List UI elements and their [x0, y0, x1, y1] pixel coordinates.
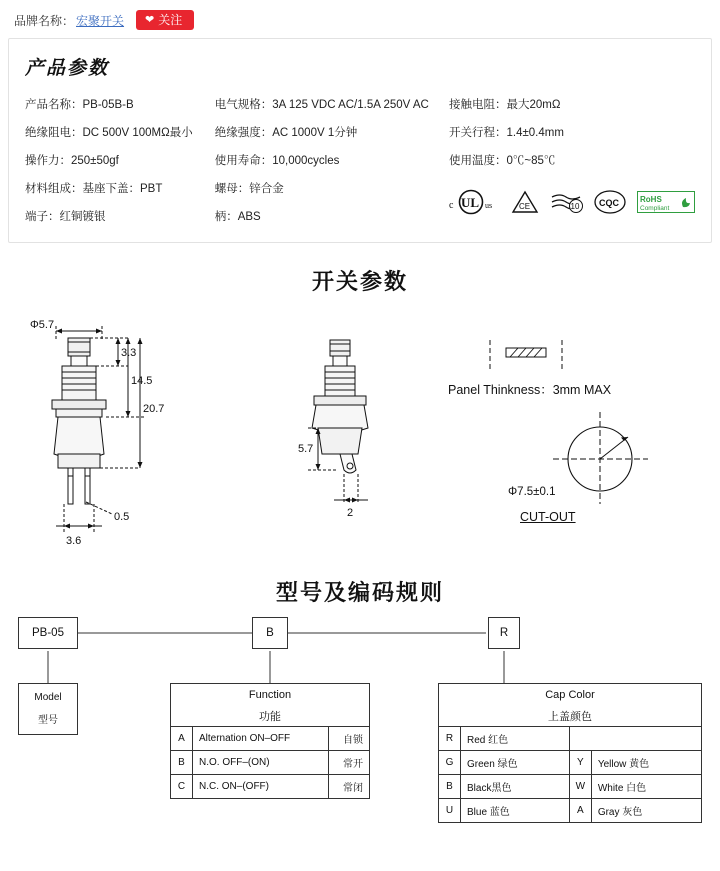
cutout-diameter-label: Φ7.5±0.1 [508, 486, 556, 499]
function-desc-cn: 常开 [328, 751, 369, 775]
svg-text:10: 10 [570, 202, 580, 212]
spec-cell: 接触电阻：最大20mΩ [448, 99, 561, 112]
spec-cell: 绝缘强度：AC 1000V 1分钟 [214, 127, 358, 140]
function-code: C [171, 775, 193, 799]
cap-color-code-box: R [488, 617, 520, 649]
spec-cell: 螺母：锌合金 [214, 183, 284, 196]
spec-cell: 绝缘阻电：DC 500V 100MΩ最小 [25, 127, 193, 140]
svg-text:3.3: 3.3 [121, 347, 137, 360]
function-desc-cn: 常闭 [328, 775, 369, 799]
spec-cell: 电气规格：3A 125 VDC AC/1.5A 250V AC [214, 99, 429, 112]
table-row [171, 727, 370, 751]
cap-name-2: White 白色 [591, 775, 701, 799]
spec-cell: 开关行程：1.4±0.4mm [448, 127, 564, 140]
spec-cell: 操作力：250±50gf [25, 155, 119, 168]
cap-code-2: Y [569, 751, 591, 775]
cap-header-en: Cap Color [545, 689, 595, 702]
table-row [439, 799, 702, 823]
cap-code: B [439, 775, 461, 799]
cap-name-2: Yellow 黄色 [591, 751, 701, 775]
model-code-box: PB-05 [18, 617, 78, 649]
svg-text:5.7: 5.7 [298, 443, 314, 456]
function-desc: N.O. OFF–(ON) [193, 751, 329, 775]
cutout-label: CUT-OUT [520, 510, 576, 525]
coding-diagram [0, 615, 720, 845]
table-row [23, 90, 697, 118]
table-row [439, 775, 702, 799]
function-desc-cn: 自锁 [328, 727, 369, 751]
spec-title: 产品参数 [25, 58, 110, 80]
spec-table [23, 90, 697, 230]
cap-name: Green 绿色 [461, 751, 570, 775]
cap-code-2: W [569, 775, 591, 799]
cap-name: Red 红色 [461, 727, 570, 751]
brand-name-link[interactable]: 宏聚开关 [76, 13, 125, 28]
cap-code-2 [569, 727, 591, 751]
table-row [23, 118, 697, 146]
table-row [439, 727, 702, 751]
svg-text:0.5: 0.5 [114, 511, 130, 524]
model-legend-en: Model [34, 692, 62, 704]
svg-text:CQC: CQC [598, 198, 619, 209]
svg-text:14.5: 14.5 [131, 375, 153, 388]
cert-logos [447, 174, 697, 230]
cap-code: R [439, 727, 461, 751]
function-code: B [171, 751, 193, 775]
panel-thickness-note: Panel Thinkness：3mm MAX [448, 383, 612, 398]
brand-bar [0, 0, 720, 38]
svg-text:us: us [484, 201, 493, 211]
function-desc: Alternation ON–OFF [193, 727, 329, 751]
cap-code: U [439, 799, 461, 823]
follow-button[interactable] [136, 10, 194, 30]
svg-text:CE: CE [518, 202, 531, 212]
function-code-box: B [252, 617, 288, 649]
svg-text:Compliant: Compliant [639, 205, 670, 213]
model-legend-table [18, 683, 78, 735]
coding-section-heading: 型号及编码规则 [275, 580, 444, 606]
brand-label: 品牌名称： [14, 13, 75, 28]
cap-name: Blue 蓝色 [461, 799, 570, 823]
spec-cell: 柄：ABS [214, 211, 261, 224]
function-legend-table [170, 683, 370, 799]
table-row [171, 775, 370, 799]
rohs-compliant-logo-icon [637, 189, 695, 215]
svg-text:20.7: 20.7 [143, 403, 165, 416]
rohs-10-logo-icon [549, 189, 583, 215]
spec-cell: 端子：红铜镀银 [25, 211, 106, 224]
spec-cell: 材料组成：基座下盖：PBT [25, 183, 163, 196]
table-row [23, 174, 697, 202]
svg-text:RoHS: RoHS [639, 195, 662, 205]
svg-text:UL: UL [460, 195, 480, 211]
spec-cell: 产品名称：PB-05B-B [25, 99, 134, 112]
spec-cell: 使用温度：0℃~85℃ [448, 155, 556, 168]
function-desc: N.C. ON–(OFF) [193, 775, 329, 799]
svg-text:2: 2 [347, 507, 354, 520]
spec-cell: 使用寿命：10,000cycles [214, 155, 340, 168]
table-row [19, 684, 78, 708]
ce-triangle-logo-icon [511, 189, 539, 215]
table-row [439, 684, 702, 704]
svg-text:c: c [448, 200, 454, 212]
cap-code: G [439, 751, 461, 775]
svg-text:3.6: 3.6 [66, 535, 82, 548]
ul-logo-icon [449, 189, 501, 215]
table-row [171, 751, 370, 775]
cap-code-2: A [569, 799, 591, 823]
model-legend-cn: 型号 [38, 715, 58, 727]
switch-section-heading: 开关参数 [311, 269, 408, 295]
table-row [171, 703, 370, 727]
cap-name-2 [591, 727, 701, 751]
heart-icon: ❤ [145, 13, 155, 26]
table-row [23, 146, 697, 174]
function-code: A [171, 727, 193, 751]
product-spec-panel [8, 38, 712, 243]
follow-button-label: 关注 [158, 13, 183, 27]
switch-drawing [0, 304, 720, 554]
table-row [19, 707, 78, 735]
function-header-cn: 功能 [171, 703, 370, 727]
function-header-en: Function [248, 689, 292, 702]
table-row [171, 684, 370, 704]
dim-d57-label: Φ5.7 [30, 319, 55, 332]
cap-name: Black黑色 [461, 775, 570, 799]
cap-header-cn: 上盖颜色 [439, 703, 702, 727]
table-row [439, 751, 702, 775]
table-row [439, 703, 702, 727]
cap-color-legend-table [438, 683, 702, 823]
cqc-logo-icon [593, 189, 627, 215]
cap-name-2: Gray 灰色 [591, 799, 701, 823]
